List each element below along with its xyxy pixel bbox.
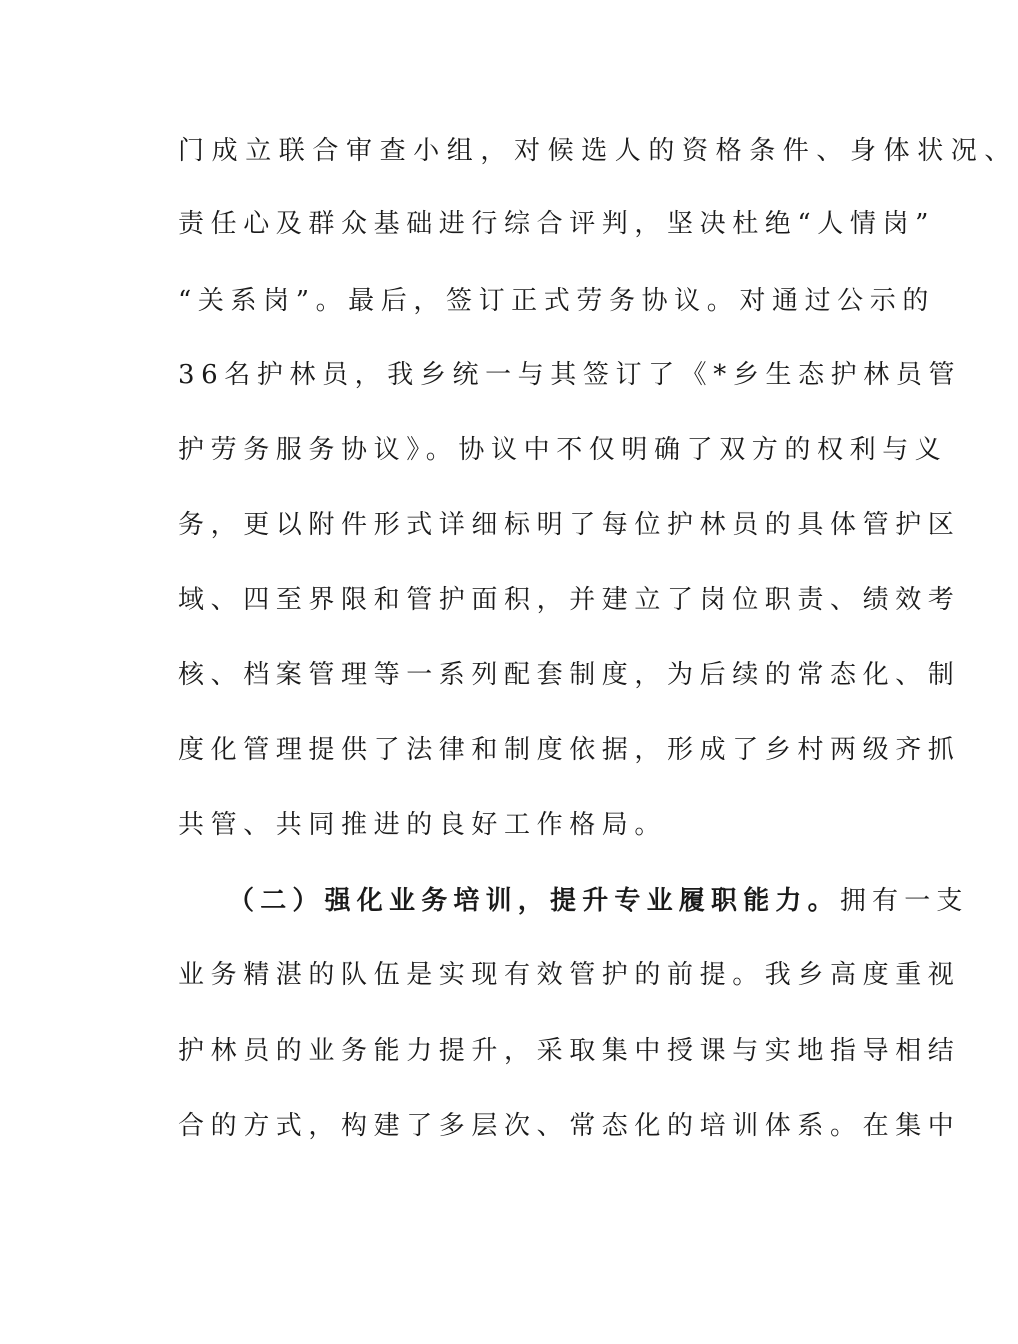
- paragraph-line: 36名护林员，我乡统一与其签订了《*乡生态护林员管: [178, 360, 962, 390]
- paragraph-line: 业务精湛的队伍是实现有效管护的前提。我乡高度重视: [178, 960, 961, 990]
- paragraph-line: 护劳务服务协议》。协议中不仅明确了双方的权利与义: [178, 435, 948, 465]
- paragraph-line: 域、四至界限和管护面积，并建立了岗位职责、绩效考: [178, 585, 961, 615]
- paragraph-line: 共管、共同推进的良好工作格局。: [178, 810, 668, 840]
- section-heading: （二）强化业务培训，提升专业履职能力。: [228, 886, 840, 916]
- section-heading-tail: 拥有一支: [839, 886, 969, 916]
- paragraph-line: 核、档案管理等一系列配套制度，为后续的常态化、制: [178, 660, 961, 690]
- paragraph-line: 度化管理提供了法律和制度依据，形成了乡村两级齐抓: [178, 735, 961, 765]
- paragraph-line: 责任心及群众基础进行综合评判，坚决杜绝“人情岗”: [178, 209, 935, 239]
- section-heading-line: [228, 881, 969, 921]
- paragraph-line: 门成立联合审查小组，对候选人的资格条件、身体状况、: [178, 136, 1018, 166]
- paragraph-line: 护林员的业务能力提升，采取集中授课与实地指导相结: [178, 1036, 961, 1066]
- paragraph-line: “关系岗”。最后，签订正式劳务协议。对通过公示的: [178, 286, 935, 316]
- paragraph-line: 务，更以附件形式详细标明了每位护林员的具体管护区: [178, 510, 961, 540]
- paragraph-line: 合的方式，构建了多层次、常态化的培训体系。在集中: [178, 1111, 961, 1141]
